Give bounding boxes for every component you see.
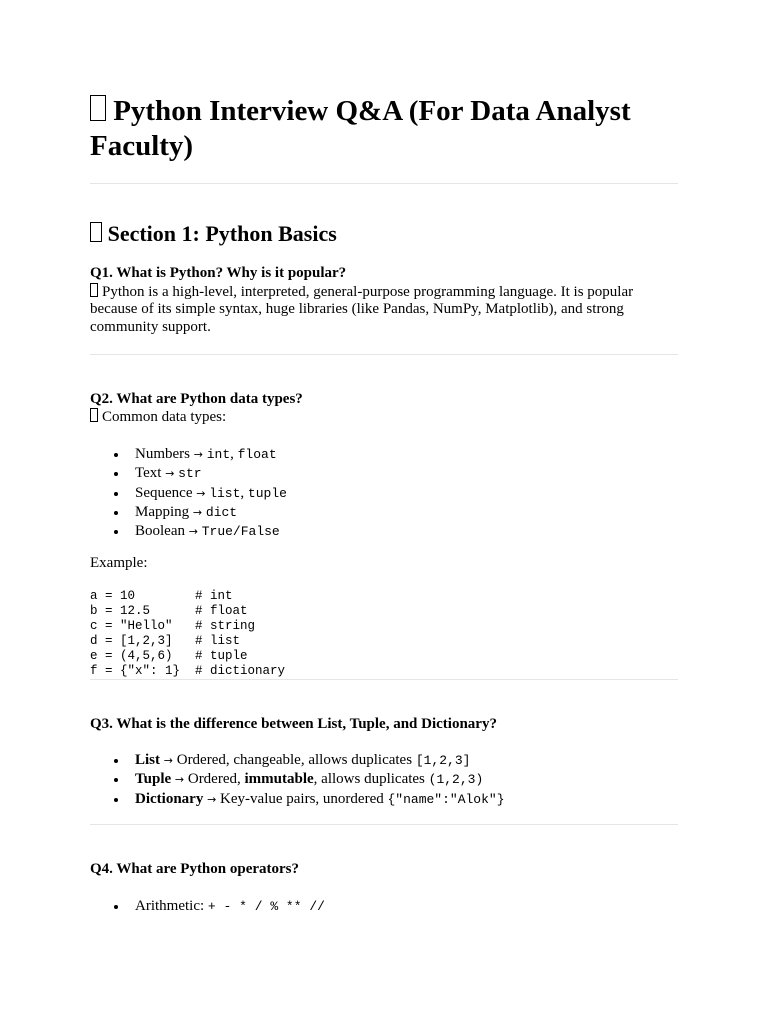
- answer-q1: Python is a high-level, interpreted, general-purpose programming language. It is popular because of its simple syntax, huge libraries (like Pandas, NumPy, Matplotlib), and strong community support.: [90, 283, 634, 335]
- collections-list: [90, 751, 505, 809]
- divider: [90, 354, 678, 355]
- list-item: Mapping → dict: [90, 503, 287, 522]
- code-line: b = 12.5 # float: [90, 603, 248, 618]
- document-title: Python Interview Q&A (For Data Analyst Faculty): [90, 95, 631, 162]
- list-item: Text → str: [90, 464, 287, 483]
- code-line: d = [1,2,3] # list: [90, 633, 241, 648]
- code-line: c = "Hello" # string: [90, 618, 256, 633]
- section-heading: Section 1: Python Basics: [90, 221, 337, 247]
- divider: [90, 824, 678, 825]
- code-block: [90, 589, 285, 678]
- question-q4: Q4. What are Python operators?: [90, 861, 300, 877]
- example-label: Example:: [90, 555, 148, 571]
- question-q3: Q3. What is the difference between List, Tuple, and Dictionary?: [90, 716, 497, 732]
- divider: [90, 183, 678, 184]
- divider: [90, 679, 678, 680]
- code-line: a = 10 # int: [90, 589, 233, 603]
- list-item: Tuple → Ordered, immutable, allows duplicates (1,2,3): [90, 770, 505, 789]
- code-line: f = {"x": 1} # dictionary: [90, 663, 286, 678]
- missing-glyph-icon: [90, 95, 106, 121]
- list-item: Boolean → True/False: [90, 522, 287, 541]
- code-line: e = (4,5,6) # tuple: [90, 648, 248, 663]
- missing-glyph-icon: [90, 283, 98, 297]
- operators-list: [90, 897, 325, 916]
- list-item: Sequence → list, tuple: [90, 484, 287, 503]
- question-q1: Q1. What is Python? Why is it popular?: [90, 265, 347, 281]
- list-item: Numbers → int, float: [90, 445, 287, 464]
- data-types-list: [90, 445, 287, 541]
- list-item: Arithmetic: + - * / % ** //: [90, 897, 325, 916]
- missing-glyph-icon: [90, 408, 98, 422]
- answer-q2-intro: Common data types:: [90, 408, 678, 426]
- list-item: Dictionary → Key-value pairs, unordered {"name":"Alok"}: [90, 790, 505, 809]
- list-item: List → Ordered, changeable, allows duplicates [1,2,3]: [90, 751, 505, 770]
- missing-glyph-icon: [90, 222, 102, 242]
- question-q2: Q2. What are Python data types?: [90, 391, 303, 407]
